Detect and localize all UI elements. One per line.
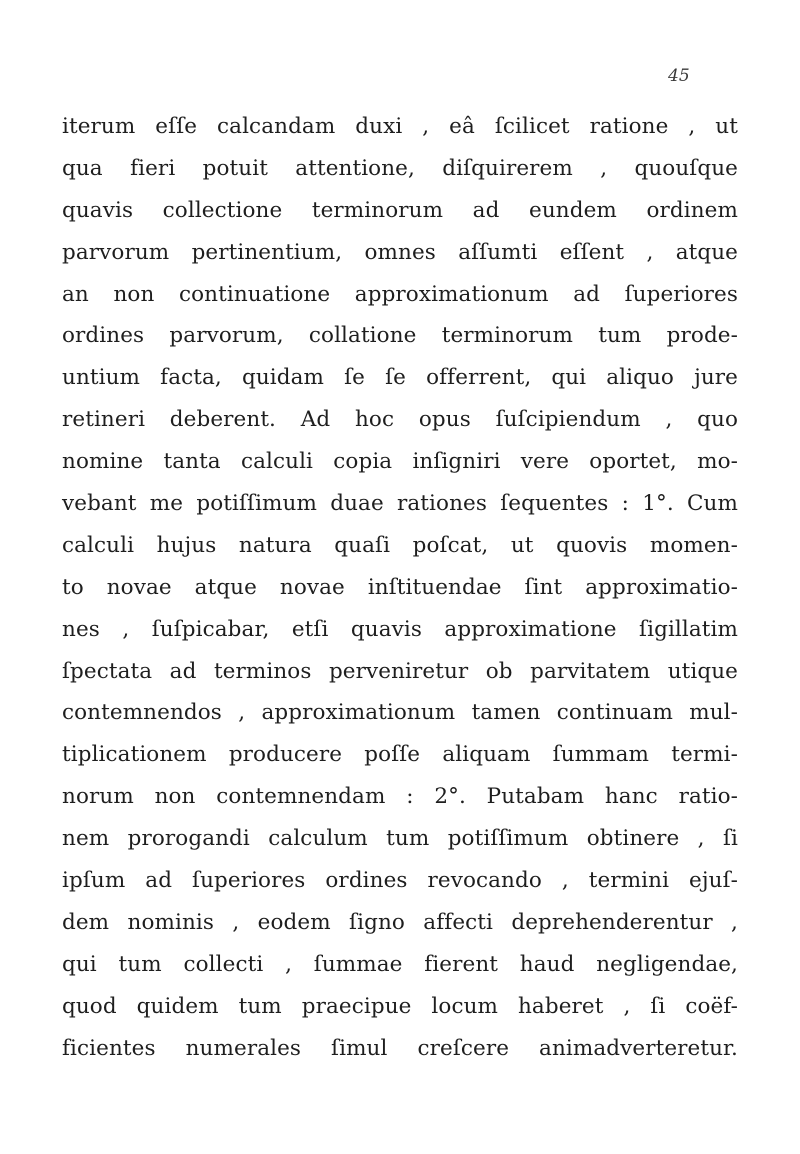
text-line: contemnendos , approximationum tamen continuam mul- [62, 700, 738, 726]
text-line: ipſum ad ſuperiores ordines revocando , termini ejuſ- [62, 868, 738, 894]
text-line: to novae atque novae inſtituendae ſint approximatio- [62, 574, 738, 600]
text-line: ſpectata ad terminos perveniretur ob parvitatem utique [62, 658, 738, 684]
text-line: quavis collectione terminorum ad eundem ordinem [62, 197, 738, 223]
text-line: ficientes numerales ſimul creſcere animadverteretur. [62, 1035, 738, 1061]
text-line: parvorum pertinentium, omnes aſſumti eſſent , atque [62, 239, 738, 265]
text-line: nem prorogandi calculum tum potiſſimum obtinere , ſi [62, 826, 738, 852]
text-line: nes , ſuſpicabar, etſi quavis approximatione ſigillatim [62, 616, 738, 642]
page-number: 45 [668, 66, 690, 86]
text-line: vebant me potiſſimum duae rationes ſequentes : 1°. Cum [62, 491, 738, 517]
text-line: retineri deberent. Ad hoc opus ſuſcipiendum , quo [62, 407, 738, 433]
text-line: quod quidem tum praecipue locum haberet , ſi coëf- [62, 993, 738, 1019]
text-line: an non continuatione approximationum ad ſuperiores [62, 281, 738, 307]
text-line: norum non contemnendam : 2°. Putabam hanc ratio- [62, 784, 738, 810]
text-line: ordines parvorum, collatione terminorum tum prode- [62, 323, 738, 349]
text-line: nomine tanta calculi copia inſigniri vere oportet, mo- [62, 449, 738, 475]
text-line: untium facta, quidam ſe ſe offerrent, qui aliquo jure [62, 365, 738, 391]
text-line: iterum eſſe calcandam duxi , eâ ſcilicet ratione , ut [62, 114, 738, 139]
text-line: qua fieri potuit attentione, diſquirerem , quouſque [62, 155, 738, 181]
text-line: tiplicationem producere poſſe aliquam ſummam termi- [62, 742, 738, 768]
text-line: dem nominis , eodem ſigno affecti deprehenderentur , [62, 909, 738, 935]
body-text [62, 106, 738, 1069]
text-line: calculi hujus natura quaſi poſcat, ut quovis momen- [62, 532, 738, 558]
text-line: qui tum collecti , ſummae fierent haud negligendae, [62, 951, 738, 977]
